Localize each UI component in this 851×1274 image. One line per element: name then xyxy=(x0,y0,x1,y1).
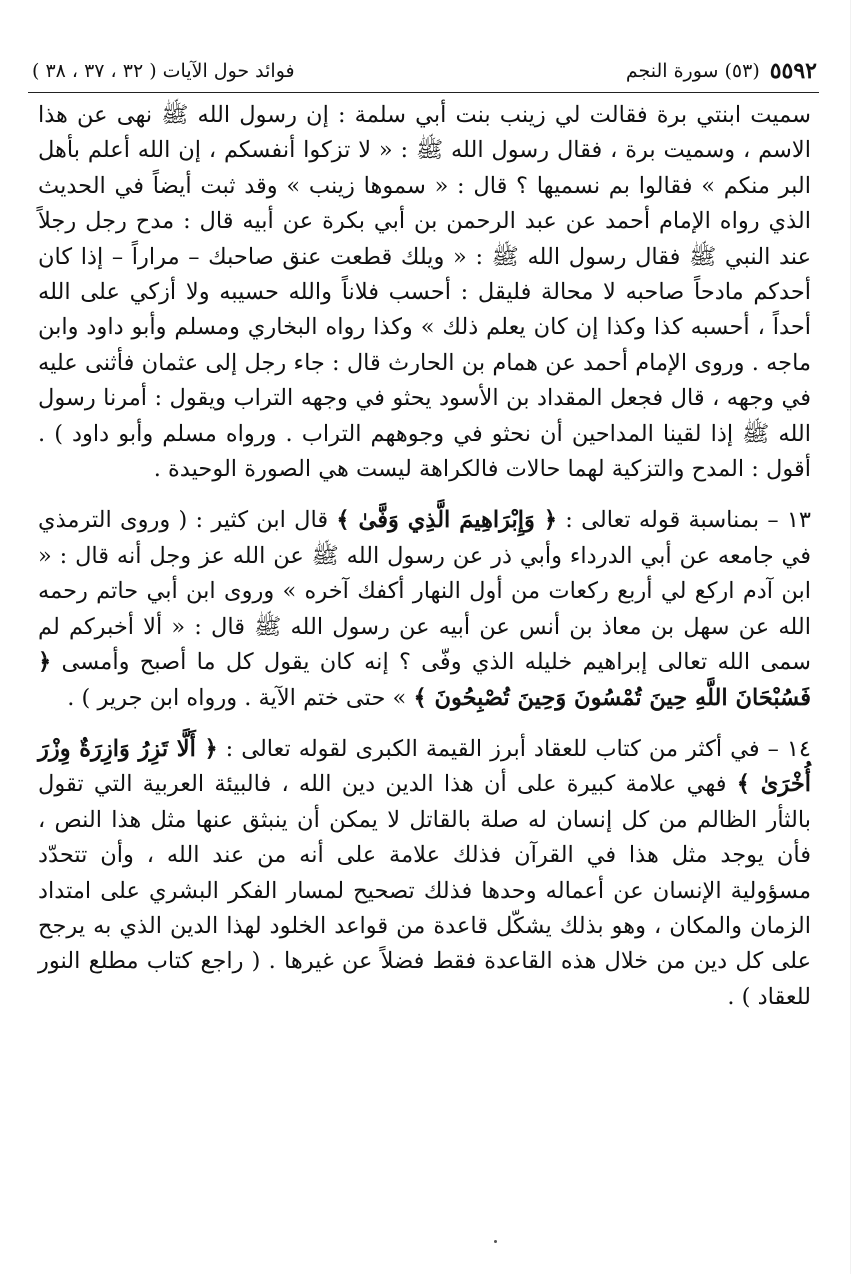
paragraph-13 xyxy=(38,503,811,715)
page-number: ٥٥٩٢ xyxy=(769,58,817,84)
quran-verse: ﴿ وَإِبْرَاهِيمَ الَّذِي وَفَّىٰ ﴾ xyxy=(336,507,558,534)
surah-label: (٥٣) سورة النجم xyxy=(625,60,760,82)
paragraph-text: ١٣ – بمناسبة قوله تعالى : xyxy=(557,507,811,534)
quran-verse: ﴿ فَسُبْحَانَ اللَّهِ حِينَ تُمْسُونَ وَحِينَ تُصْبِحُونَ ﴾ xyxy=(38,649,811,711)
paragraph-text: » حتى ختم الآية . ورواه ابن جرير ) . xyxy=(67,684,414,711)
paragraph-hadith-commentary xyxy=(38,98,811,487)
page-body xyxy=(38,98,811,1015)
paragraph-text: سميت ابنتي برة فقالت لي زينب بنت أبي سلمة : إن رسول الله ﷺ نهى عن هذا الاسم ، وسميت برة ، فقال رسول الله ﷺ : « لا تزكوا أنفسكم ، إن الله أعلم بأهل البر منكم » فقالوا بم نسميها ؟ قال : « سموها زينب » وقد ثبت أيضاً في الحديث الذي رواه الإمام أحمد عن عبد الرحمن بن أبي بكرة عن أبيه قال : مدح رجل رجلاً عند النبي ﷺ فقال رسول الله ﷺ : « ويلك قطعت عنق صاحبك – مراراً – إذا كان أحدكم مادحاً صاحبه لا محالة فليقل : أحسب فلاناً والله حسيبه ولا أزكي على الله أحداً ، أحسبه كذا وكذا إن كان يعلم ذلك » وكذا رواه البخاري ومسلم وأبو داود وابن ماجه . وروى الإمام أحمد عن همام بن الحارث قال : جاء رجل إلى عثمان فأثنى عليه في وجهه ، قال فجعل المقداد بن الأسود يحثو في وجهه التراب ويقول : أمرنا رسول الله ﷺ إذا لقينا المداحين أن نحثو في وجوههم التراب . ورواه مسلم وأبو داود ) . أقول : المدح والتزكية لهما حالات فالكراهة ليست هي الصورة الوحيدة . xyxy=(38,102,811,483)
paragraph-14 xyxy=(38,732,811,1015)
page-header xyxy=(32,52,817,90)
header-right-group xyxy=(626,58,817,84)
quran-verse: ﴿ أَلَّا تَزِرُ وَازِرَةٌ وِزْرَ أُخْرَىٰ ﴾ xyxy=(38,735,811,798)
section-title: فوائد حول الآيات ( ٣٢ ، ٣٧ ، ٣٨ ) xyxy=(32,60,295,82)
paragraph-text: ١٤ – في أكثر من كتاب للعقاد أبرز القيمة الكبرى لقوله تعالى : xyxy=(217,735,812,762)
paragraph-text: فهي علامة كبيرة على أن هذا الدين دين الله ، فالبيئة العربية التي تقول بالثأر الظالم من كل إنسان له صلة بالقاتل لا يمكن أن ينبثق عنها مثل هذا النص ، فأن يوجد مثل هذا في القرآن فذلك علامة على أنه من عند الله ، وأن تتحدّد مسؤولية الإنسان عن أعماله وحدها فذلك تصحيح لمسار الفكر البشري على امتداد الزمان والمكان ، وهو بذلك يشكّل قاعدة من قواعد الخلود لهذا الدين الذي به يرجح على كل دين من خلال هذه القاعدة فقط فضلاً عن غيرها . ( راجع كتاب مطلع النور للعقاد ) . xyxy=(38,771,811,1010)
paragraph-text: قال ابن كثير : ( وروى الترمذي في جامعه عن أبي الدرداء وأبي ذر عن رسول الله ﷺ عن الله عز وجل أنه قال : « ابن آدم اركع لي أربع ركعات من أول النهار أكفك آخره » وروى ابن أبي حاتم رحمه الله عن سهل بن معاذ بن أنس عن أبيه عن رسول الله ﷺ قال : « ألا أخبركم لم سمى الله تعالى إبراهيم خليله الذي وفّى ؟ إنه كان يقول كل ما أصبح وأمسى xyxy=(38,507,811,676)
header-divider xyxy=(28,92,819,93)
scan-dot xyxy=(494,1240,497,1243)
